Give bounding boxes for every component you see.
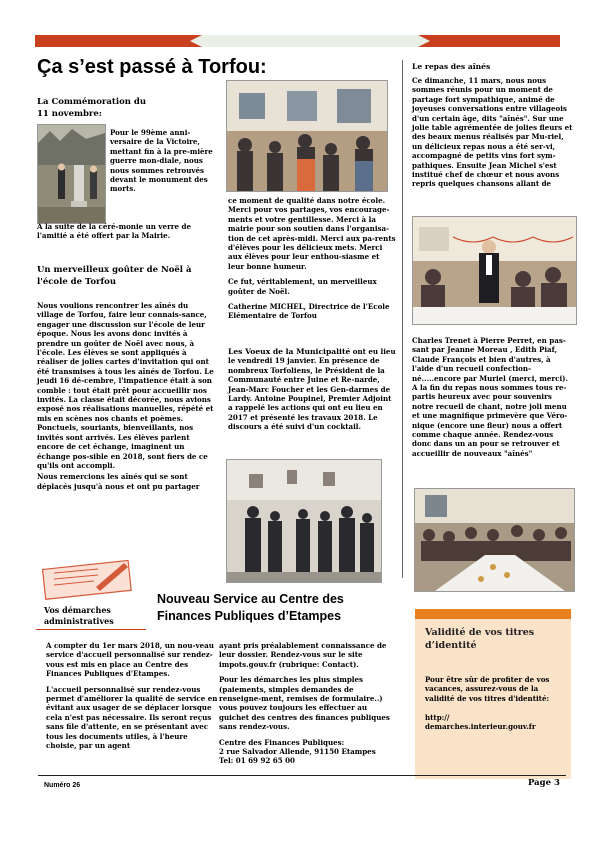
page-title: Ça s’est passé à Torfou: [37,56,267,78]
photo-repas-tablee [414,488,575,592]
commemoration-text-side: Pour le 99ème anni-versaire de la Victoire, mettant fin à la pre-mière guerre mon-diale, nous nous sommes retrouvés devant le monument des morts. [110,128,213,194]
finances-col1-paragraph-2: L'accueil personnalisé sur rendez-vous permet d'améliorer la qualité de service en évitant aux usager de se déplacer lorsque cela n'est pas nécessaire. Ils seront reçus sans file d'attente, en se présentant avec tous les documents utiles, à l'heure choisie, par un agent [46,684,218,751]
top-decorative-bar [35,35,560,47]
identite-box-topstrip [415,609,571,619]
side-label-line2: administratives [44,616,114,626]
footer-rule [38,775,566,776]
gouter-paragraph-2: Nous remercions les aînés qui se sont déplacés jusqu'à nous et ont pu partager [37,472,200,491]
finances-col1 [46,641,218,756]
photo-gouter-noel [226,80,388,192]
identite-url-line2[interactable]: demarches.interieur.gouv.fr [425,722,536,732]
gouter-text-col1 [37,301,215,497]
top-bar-notch [190,35,430,47]
address-line3: Tel: 01 69 92 65 00 [219,756,295,766]
gouter-paragraph-3: ce moment de qualité dans notre école. Merci pour vos partages, vos encourage-ments et votre gentillesse. Merci à la mairie pour son soutien dans l'organisa-tion de cet après-midi. Merci aux pa-rents d'élèves pour les délicieux mets. Merci aux élèves pour leur enthou-siasme et leur bonne humeur. [228,196,396,271]
finances-title-line2: Finances Publiques d’Etampes [157,609,342,623]
photo-repas-chef [412,216,577,325]
commemoration-heading-line2: 11 novembre: [37,109,102,119]
repas-heading: Le repas des aînés [412,62,491,71]
finances-title-line1: Nouveau Service au Centre des [157,592,344,606]
voeux-body: ont eu lieu le vendredi 19 janvier. En présence de nombreux Torfoliens, le Président de la Communauté entre Juine et Re-narde, Jean-Marc Foucher et les Gen-darmes de Lardy. Antoine Poupinel, Premier Adjoint a rappelé les actions qui ont eu lieu en 2017 et présenté les travaux 2018. Le discours a été suivi d'un cocktail. [228,347,396,432]
repas-paragraph-1: Ce dimanche, 11 mars, nous nous sommes réunis pour un moment de partage fort sympathique, animé de joyeuses conversations entre villageois d'un certain âge, dits "aînés". Sur une jolie table agrémentée de jolies fleurs et des beaux menus réalisés par Mu-riel, un délicieux repas nous a été ser-vi, accompagné de petits vins fort sym-pathiques. Ensuite Jean Michel s'est institué chef de chœur et nous avons repris quelques chansons allant de [412,76,573,189]
identite-url-line1[interactable]: http:// [425,713,450,722]
commemoration-heading [37,96,217,120]
footer-page: Page 3 [528,778,560,788]
side-label-underline [36,629,146,630]
gouter-paragraph-4: Ce fut, véritablement, un merveilleux goûter de Noël. [228,277,377,296]
address-line1: Centre des Finances Publiques: [219,737,345,747]
identite-title: Validité de vos titres d’identité [425,627,535,651]
column-divider-right [402,60,403,578]
gouter-heading: Un merveilleux goûter de Noël à l'école de Torfou [37,265,192,287]
photo-voeux [226,459,382,583]
repas-paragraph-2: Charles Trenet à Pierre Perret, en pas-sant par Jeanne Moreau , Edith Piaf, Claude François et bien d'autres, à l'aide d'un recueil confection-né.....encore par Muriel (merci, merci). A la fin du repas nous sommes tous re-partis heureux avec pour souvenirs notre recueil de chant, notre joli menu et une magnifique primevère que Véro-nique (encore une fleur) nous a offert comme chaque année. Rendez-vous donc dans un an pour se retrouver et accueillir de nouveaux "aînés" [412,336,569,458]
finances-col1-paragraph-1: A compter du 1er mars 2018, un nou-veau service d'accueil personnalisé sur rendez-vous est mis en place au Centre des Finances Publiques d'Etampes. [46,641,214,679]
finances-title [157,591,397,625]
democratic-paper-icon [38,557,134,603]
commemoration-heading-line1: La Commémoration du [37,97,147,107]
finances-side-label [44,605,144,627]
footer-issue: Numéro 26 [44,782,81,789]
identite-url[interactable] [425,713,565,732]
side-label-line1: Vos démarches [44,605,111,615]
document-stack-icon [38,557,134,603]
finances-address [219,738,397,766]
photo-monument [37,124,106,224]
finances-col2-paragraph-1: ayant pris préalablement connaissance de leur dossier. Rendez-vous sur le site impots.gouv.fr (rubrique: Contact). [219,641,387,669]
voeux-heading: Les Voeux de la Municipalité [228,347,351,356]
address-line2: 2 rue Salvador Allende, 91150 Etampes [219,747,376,757]
identite-box [415,609,571,779]
gouter-signature: Catherine MICHEL, Directrice de l'Ecole Elémentaire de Torfou [228,302,390,321]
identite-text: Pour être sûr de profiter de vos vacances, assurez-vous de la validité de vos titres d'identité: [425,675,550,703]
voeux-text [228,347,396,432]
finances-col2 [219,641,397,766]
finances-col2-paragraph-2: Pour les démarches les plus simples (paiements, simples demandes de renseigne-ment, remises de formulaire..) vous pouvez toujours les effectuer au guichet des centres des finances publiques sans rendez-vous. [219,675,390,732]
gouter-paragraph-1: Nous voulions rencontrer les aînés du village de Torfou, faire leur connais-sance, engager une discussion sur l'école de leur époque. Nous les avons donc invités à prendre un goûter de Noël avec nous, à l'école. Les élèves se sont appliqués à réaliser de jolies cartes d'invitation qui ont été transmises à tous les aînés de Torfou. Le jeudi 16 dé-cembre, l'impatience était à son comble : tout était prêt pour accueillir nos invités. La classe était décorée, nous avions exposé nos réalisations manuelles, répété et mis en scènes nos chants et poèmes. Ponctuels, souriants, bienveillants, nos invités sont arrivés. Les élèves parlent encore de cet échange, imaginent un échange pos-sible en 2018, sont fiers de ce qu'ils ont accompli. [37,301,214,470]
commemoration-text-below: A la suite de la céré-monie un verre de l'amitié a été offert par la Mairie. [37,222,191,241]
gouter-text-col2 [228,196,396,327]
